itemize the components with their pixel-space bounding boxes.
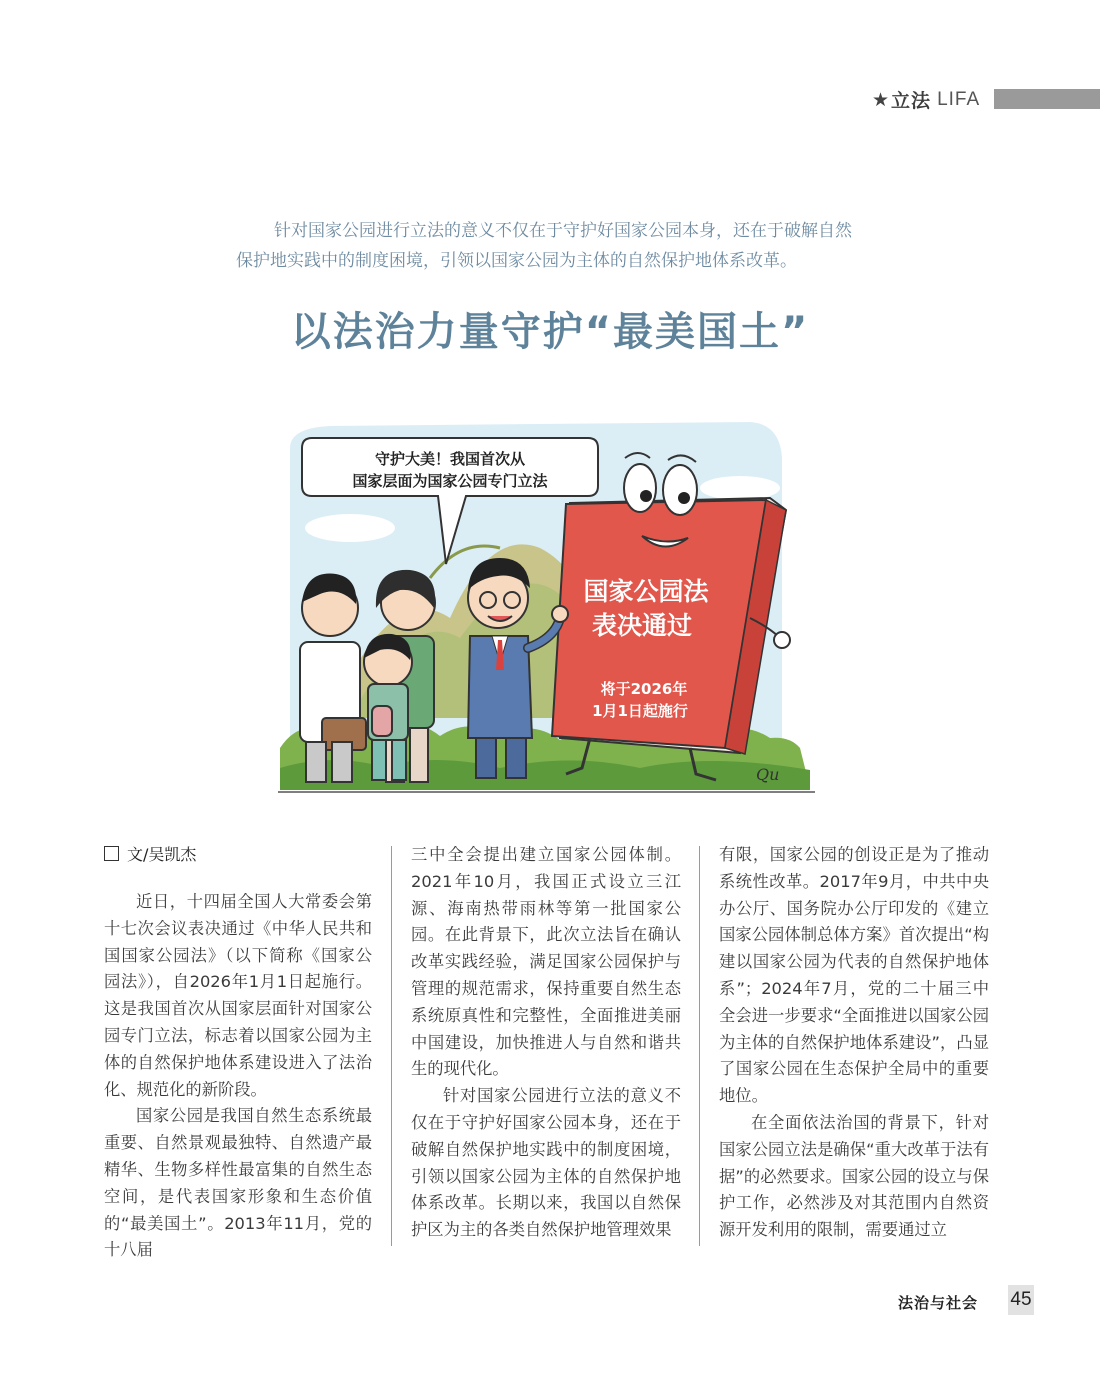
cartoon-illustration <box>270 418 820 808</box>
book-sub-line-2: 1月1日起施行 <box>592 702 688 720</box>
column-divider <box>391 846 392 1246</box>
text-column-3 <box>719 842 989 1244</box>
author-credit: 文/吴凯杰 <box>127 845 197 864</box>
paragraph: 针对国家公园进行立法的意义不仅在于守护好国家公园本身，还在于破解自然保护地实践中的制度困境，引领以国家公园为主体的自然保护地体系改革。长期以来，我国以自然保护区为主的各类自然保护地管理效果 <box>411 1086 681 1240</box>
checkbox-square-icon <box>104 846 119 861</box>
paragraph: 三中全会提出建立国家公园体制。2021年10月，我国正式设立三江源、海南热带雨林等第一批国家公园。在此背景下，此次立法旨在确认改革实践经验，满足国家公园保护与管理的规范需求，保持重要自然生态系统原真性和完整性，全面推进美丽中国建设，加快推进人与自然和谐共生的现代化。 <box>411 845 681 1079</box>
artist-signature: Qu <box>756 765 780 784</box>
book-title-line-1: 国家公园法 <box>583 577 709 606</box>
speech-line-1: 守护大美！我国首次从 <box>374 450 526 468</box>
star-icon: ★ <box>872 88 890 111</box>
magazine-name: 法治与社会 <box>898 1294 979 1312</box>
book-sub-line-1: 将于2026年 <box>600 680 688 698</box>
section-header <box>872 86 980 113</box>
section-name-en: LIFA <box>937 88 981 110</box>
section-name: 立法 <box>891 90 932 112</box>
section-bar <box>994 89 1100 109</box>
book-title-line-2: 表决通过 <box>591 611 693 640</box>
paragraph: 国家公园是我国自然生态系统最重要、自然景观最独特、自然遗产最精华、生物多样性最富集的自然生态空间，是代表国家形象和生态价值的“最美国土”。2013年11月，党的十八届 <box>104 1106 372 1260</box>
paragraph: 在全面依法治国的背景下，针对国家公园立法是确保“重大改革于法有据”的必然要求。国家公园的设立与保护工作，必然涉及对其范围内自然资源开发利用的限制，需要通过立 <box>719 1112 989 1240</box>
article-title: 以法治力量守护“最美国土” <box>290 309 810 355</box>
column-divider <box>699 846 700 1246</box>
speech-line-2: 国家层面为国家公园专门立法 <box>352 472 548 490</box>
lead-line-2: 保护地实践中的制度困境，引领以国家公园为主体的自然保护地体系改革。 <box>236 251 797 271</box>
byline <box>104 842 196 865</box>
text-column-1 <box>104 889 372 1264</box>
lead-paragraph <box>236 216 876 276</box>
text-column-2 <box>411 842 681 1244</box>
paragraph: 近日，十四届全国人大常委会第十七次会议表决通过《中华人民共和国国家公园法》（以下简称《国家公园法》），自2026年1月1日起施行。这是我国首次从国家层面针对国家公园专门立法，标志着以国家公园为主体的自然保护地体系建设进入了法治化、规范化的新阶段。 <box>104 892 372 1099</box>
page-number: 45 <box>1008 1285 1034 1315</box>
lead-line-1: 针对国家公园进行立法的意义不仅在于守护好国家公园本身，还在于破解自然 <box>274 221 852 241</box>
paragraph: 有限，国家公园的创设正是为了推动系统性改革。2017年9月，中共中央办公厅、国务院办公厅印发的《建立国家公园体制总体方案》首次提出“构建以国家公园为代表的自然保护地体系”；2024年7月，党的二十届三中全会进一步要求“全面推进以国家公园为主体的自然保护地体系建设”，凸显了国家公园在生态保护全局中的重要地位。 <box>719 845 989 1106</box>
